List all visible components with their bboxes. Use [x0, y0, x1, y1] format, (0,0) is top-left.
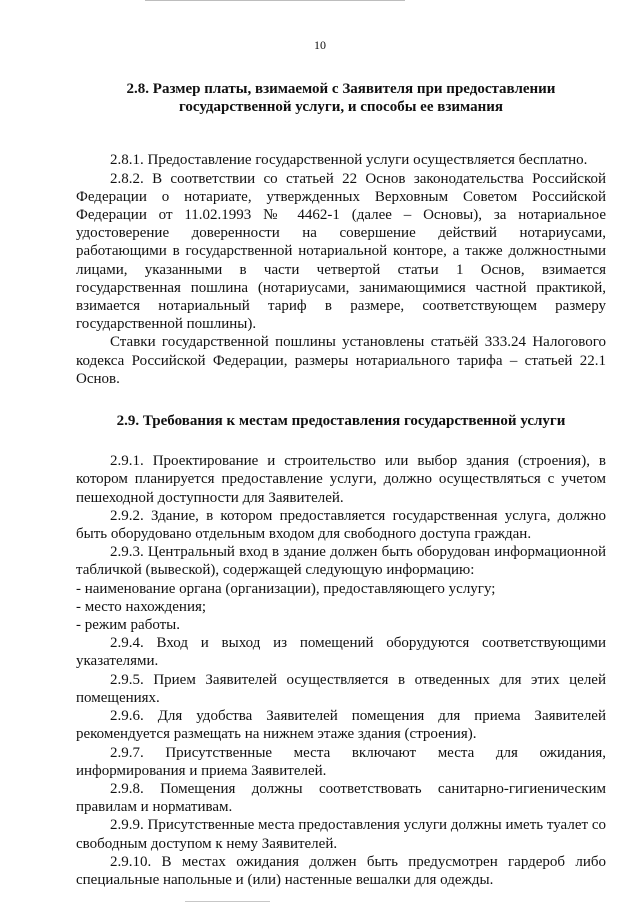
paragraph-2-9-3: 2.9.3. Центральный вход в здание должен быть оборудован информационной табличкой (вывеской), содержащей следующую информацию: — [76, 544, 606, 579]
paragraph-2-9-1: 2.9.1. Проектирование и строительство или выбор здания (строения), в котором планируется предоставление услуги, должно осуществляться с учетом пешеходной доступности для Заявителей. — [76, 453, 606, 506]
paragraph-2-9-5: 2.9.5. Прием Заявителей осуществляется в отведенных для этих целей помещениях. — [76, 671, 606, 706]
paragraph-2-9-7: 2.9.7. Присутственные места включают места для ожидания, информирования и приема Заявителей. — [76, 744, 606, 779]
paragraph-2-8-1: 2.8.1. Предоставление государственной услуги осуществляется бесплатно. — [110, 152, 588, 169]
paragraph-2-9-2: 2.9.2. Здание, в котором предоставляется государственная услуга, должно быть оборудовано отдельным входом для свободного доступа граждан. — [76, 507, 606, 543]
list-item-location: - место нахождения; — [76, 598, 207, 615]
document-content — [76, 80, 606, 889]
section-title-2-8: 2.8. Размер платы, взимаемой с Заявителя при предоставлении государственной услуги, и способы ее взимания — [126, 81, 556, 116]
list-item-organization-name: - наименование органа (организации), предоставляющего услугу; — [76, 580, 496, 597]
top-scan-line — [145, 0, 405, 3]
paragraph-2-9-10: 2.9.10. В местах ожидания должен быть предусмотрен гардероб либо специальные напольные и (или) настенные вешалки для одежды. — [76, 853, 606, 888]
page-number: 10 — [314, 38, 326, 52]
paragraph-2-9-6: 2.9.6. Для удобства Заявителей помещения для приема Заявителей рекомендуется размещать на нижнем этаже здания (строения). — [76, 708, 606, 743]
paragraph-2-9-9: 2.9.9. Присутственные места предоставления услуги должны иметь туалет со свободным доступом к нему Заявителей. — [76, 817, 606, 852]
paragraph-2-9-8: 2.9.8. Помещения должны соответствовать санитарно-гигиеническим правилам и нормативам. — [76, 780, 606, 816]
paragraph-2-9-4: 2.9.4. Вход и выход из помещений оборудуются соответствующими указателями. — [76, 635, 606, 670]
bottom-scan-line — [185, 901, 270, 904]
paragraph-2-8-rates: Ставки государственной пошлины установлены статьёй 333.24 Налогового кодекса Российской Федерации, размеры нотариального тарифа – статьей 22.1 Основ. — [76, 334, 606, 387]
list-item-working-hours: - режим работы. — [76, 617, 181, 634]
section-title-2-9: 2.9. Требования к местам предоставления государственной услуги — [116, 413, 566, 430]
paragraph-2-8-2: 2.8.2. В соответствии со статьей 22 Основ законодательства Российской Федерации о нотариате, утвержденных Верховным Советом Российской Федерации от 11.02.1993 № 4462-1 (далее – Основы), за нотариальное удостоверение доверенности на совершение действий нотариусами, работающими в государственной нотариальной конторе, а также должностными лицами, указанными в части четвертой статьи 1 Основ, взимается государственная пошлина (нотариусами, занимающимися частной практикой, взимается нотариальный тариф в размере, соответствующем размеру государственной пошлины). — [76, 170, 606, 333]
